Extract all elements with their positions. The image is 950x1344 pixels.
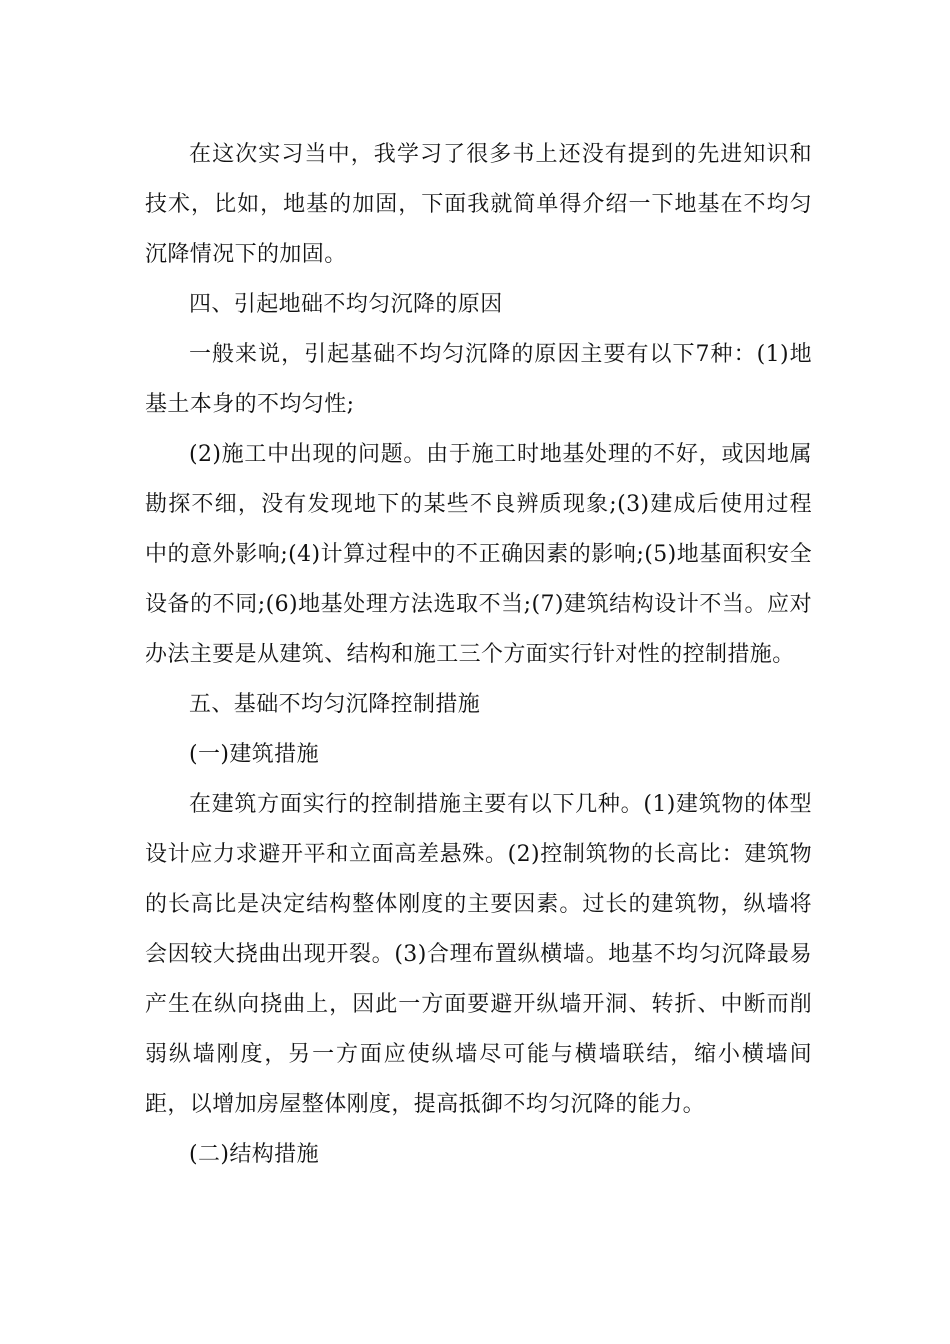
intro-paragraph: 在这次实习当中，我学习了很多书上还没有提到的先进知识和技术，比如，地基的加固，下面我就简单得介绍一下地基在不均匀沉降情况下的加固。 — [145, 142, 812, 267]
subheading-architectural: (一)建筑措施 — [189, 742, 319, 767]
architectural-paragraph: 在建筑方面实行的控制措施主要有以下几种。(1)建筑物的体型设计应力求避开平和立面高差悬殊。(2)控制筑物的长高比：建筑物的长高比是决定结构整体刚度的主要因素。过长的建筑物，纵墙将会因较大挠曲出现开裂。(3)合理布置纵横墙。地基不均匀沉降最易产生在纵向挠曲上，因此一方面要避开纵墙开洞、转折、中断而削弱纵墙刚度，另一方面应使纵墙尽可能与横墙联结，缩小横墙间距，以增加房屋整体刚度，提高抵御不均匀沉降的能力。 — [145, 792, 812, 1117]
section-heading-causes: 四、引起地础不均匀沉降的原因 — [189, 292, 503, 317]
section-heading-measures: 五、基础不均匀沉降控制措施 — [189, 692, 481, 717]
document-page — [145, 130, 812, 1180]
subheading-structural: (二)结构措施 — [189, 1142, 319, 1167]
causes-detail-paragraph: (2)施工中出现的问题。由于施工时地基处理的不好，或因地属勘探不细，没有发现地下的某些不良辨质现象;(3)建成后使用过程中的意外影响;(4)计算过程中的不正确因素的影响;(5)地基面积安全设备的不同;(6)地基处理方法选取不当;(7)建筑结构设计不当。应对办法主要是从建筑、结构和施工三个方面实行针对性的控制措施。 — [145, 442, 812, 667]
causes-paragraph: 一般来说，引起基础不均匀沉降的原因主要有以下7种：(1)地基土本身的不均匀性; — [145, 342, 812, 417]
